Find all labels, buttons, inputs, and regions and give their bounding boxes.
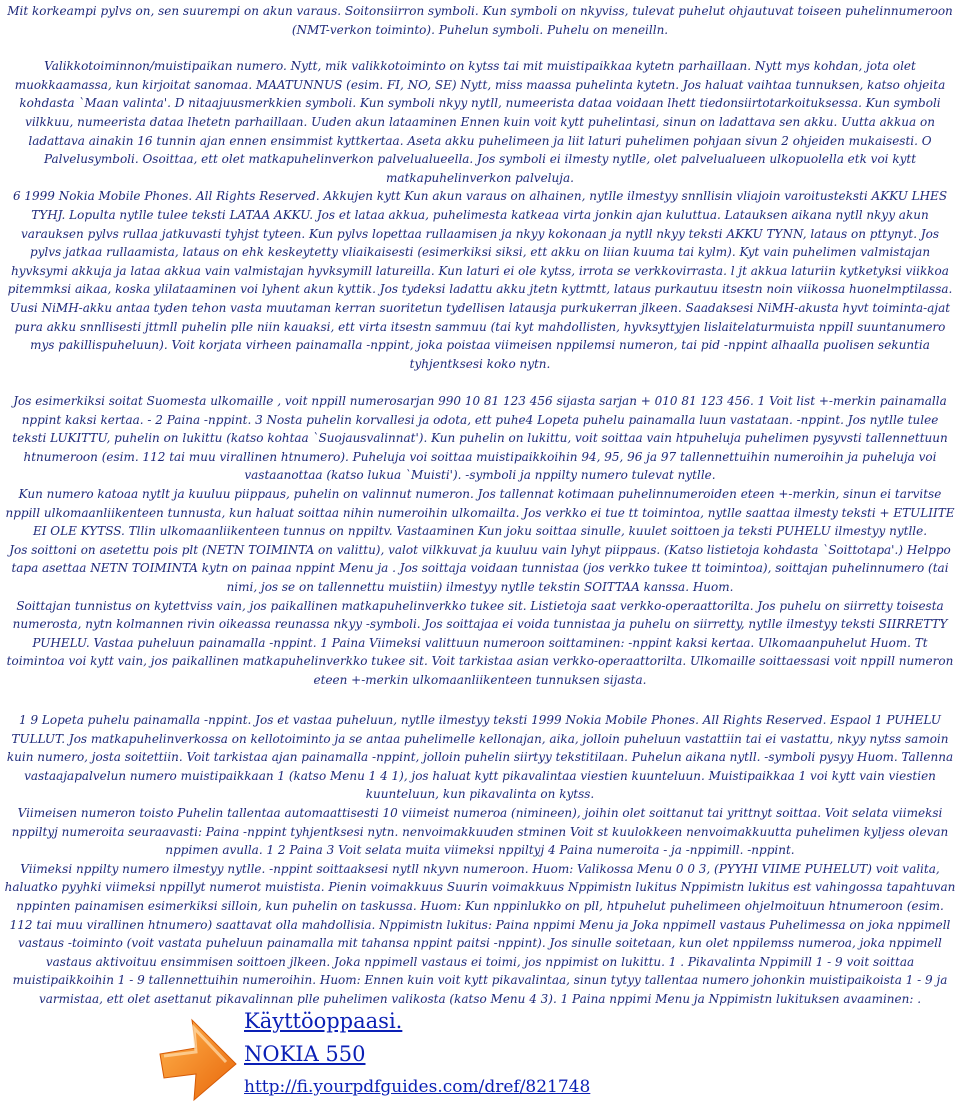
text-block-3 [4, 711, 956, 1009]
paragraph: Mit korkeampi pylvs on, sen suurempi on akun varaus. Soitonsiirron symboli. Kun symboli on nkyviss, tulevat puhelut ohjautuvat toiseen puhelinnumeroon (NMT-verkon toiminto). Puhelun symboli. Puhelu on meneilln. [7, 4, 953, 37]
orange-arrow-icon [156, 1014, 240, 1104]
paragraph: Soittajan tunnistus on kytettviss vain, jos paikallinen matkapuhelinverkko tukee sit. Listietoja saat verkko-operaattorilta. Jos puhelu on siirretty toisesta numerosta, nytn kolmannen rivin oikeassa reunassa nkyy -symboli. Jos soittajaa ei voida tunnistaa ja puhelu on siirretty, nytlle ilmestyy teksti SIIRRETTY PUHELU. Vastaa puheluun painamalla -nppint. 1 Paina Viimeksi valittuun numeroon soittaminen: -nppint kaksi kertaa. Ulkomaanpuhelut Huom. Tt toimintoa voi kytt vain, jos paikallinen matkapuhelinverkko tukee sit. Voit tarkistaa asian verkko-operaattorilta. Ulkomaille soittaessasi voit nppill numeron eteen +-merkin ulkomaanliikenteen tunnuksen sijasta. [6, 598, 954, 687]
paragraph: Jos soittoni on asetettu pois plt (NETN TOIMINTA on valittu), valot vilkkuvat ja kuuluu vain lyhyt piippaus. (Katso listietoja kohdasta `Soittotapa'.) Helppo tapa asettaa NETN TOIMINTA kytn on painaa nppint Menu ja . Jos soittaja voidaan tunnistaa (jos verkko tukee tt toimintoa), soittajan puhelinnumero (tai nimi, jos se on tallennettu muistiin) ilmestyy nytlle tekstin SOITTAA kanssa. Huom. [9, 542, 951, 594]
text-block-1 [4, 2, 956, 373]
footer-links [244, 1008, 590, 1098]
paragraph: Valikkotoiminnon/muistipaikan numero. Nytt, mik valikkotoiminto on kytss tai mit muistipaikkaa kytetn parhaillaan. Nytt mys kohdan, jota olet muokkaamassa, kun kirjoitat sanomaa. MAATUNNUS (esim. FI, NO, SE) Nytt, miss maassa puhelinta kytetn. Jos haluat vaihtaa tunnuksen, katso ohjeita kohdasta `Maan valinta'. D nitaajuusmerkkien symboli. Kun symboli nkyy nytll, numeerista dataa voidaan lhett tiedonsiirtotarkoituksessa. Kun symboli vilkkuu, numeerista dataa lhetetn parhaillaan. Uuden akun lataaminen Ennen kuin voit kytt puhelintasi, sinun on ladattava sen akku. Uutta akkua on ladattava ainakin 16 tunnin ajan ennen ensimmist kyttkertaa. Aseta akku puhelimeen ja liit laturi puhelimen pohjaan sivun 2 ohjeiden mukaisesti. O Palvelusymboli. Osoittaa, ett olet matkapuhelinverkon palvelualueella. Jos symboli ei ilmesty nytlle, olet palvelualueen ulkopuolella etk voi kytt matkapuhelinverkon palveluja. [14, 59, 946, 185]
paragraph: 1 9 Lopeta puhelu painamalla -nppint. Jos et vastaa puheluun, nytlle ilmestyy teksti 1999 Nokia Mobile Phones. All Rights Reserved. Espaol 1 PUHELU TULLUT. Jos matkapuhelinverkossa on kellotoiminto ja se antaa puhelimelle kellonajan, aika, jolloin puheluun vastattiin tai ei vastattu, nkyy nytss samoin kuin numero, josta soitettiin. Voit tarkistaa ajan painamalla -nppint, jolloin puhelin siirtyy tekstitilaan. Puhelun aikana nytll. -symboli pysyy Huom. Tallenna vastaajapalvelun numero muistipaikkaan 1 (katso Menu 1 4 1), jos haluat kytt pikavalintaa viestien kuunteluun. Muistipaikkaa 1 voi kytt vain viestien kuunteluun, kun pikavalinta on kytss. [6, 713, 954, 802]
paragraph: Jos esimerkiksi soitat Suomesta ulkomaille , voit nppill numerosarjan 990 10 81 123 456 sijasta sarjan + 010 81 123 456. 1 Voit list +-merkin painamalla nppint kaksi kertaa. - 2 Paina -nppint. 3 Nosta puhelin korvallesi ja odota, ett puhe4 Lopeta puhelu painamalla luun vastataan. -nppint. Jos nytlle tulee teksti LUKITTU, puhelin on lukittu (katso kohtaa `Suojausvalinnat'). Kun puhelin on lukittu, voit soittaa vain htpuheluja puhelimen pysyvsti tallennettuun htnumeroon (esim. 112 tai muu virallinen htnumero). Puheluja voi soittaa muistipaikkoihin 94, 95, 96 ja 97 tallennettuihin numeroihin ja puheluja voi vastaanottaa (katso lukua `Muisti'). -symboli ja nppilty numero tulevat nytlle. [12, 394, 948, 483]
paragraph: Viimeksi nppilty numero ilmestyy nytlle. -nppint soittaaksesi nytll nkyvn numeroon. Huom: Valikossa Menu 0 0 3, (PYYHI VIIME PUHELUT) voit valita, haluatko pyyhki viimeksi nppillyt numerot muistista. Pienin voimakkuus Suurin voimakkuus Nppimistn lukitus Nppimistn lukitus est vahingossa tapahtuvan nppinten painamisen esimerkiksi silloin, kun puhelin on taskussa. Huom: Kun nppinlukko on pll, htpuhelut puhelimeen ohjelmoituun htnumeroon (esim. 112 tai muu virallinen htnumero) saattavat olla mahdollisia. Nppimistn lukitus: Paina nppimi Menu ja Joka nppimell vastaus Puhelimessa on joka nppimell vastaus -toiminto (voit vastata puheluun painamalla mit tahansa nppint paitsi -nppint). Jos sinulle soitetaan, kun olet nppilemss numeroa, joka nppimell vastaus aktivoituu ensimmisen soittoen jlkeen. Joka nppimell vastaus ei toimi, jos nppimist on lukittu. 1 . Pikavalinta Nppimill 1 - 9 voit soittaa muistipaikkoihin 1 - 9 tallennettuihin numeroihin. Huom: Ennen kuin voit kytt pikavalintaa, sinun tytyy tallentaa numero johonkin muistipaikoista 1 - 9 ja varmistaa, ett olet asettanut pikavalinnan plle puhelimen valikosta (katso Menu 4 3). 1 Paina nppimi Menu ja Nppimistn lukituksen avaaminen: . [4, 861, 956, 1006]
paragraph: 6 1999 Nokia Mobile Phones. All Rights Reserved. Akkujen kytt Kun akun varaus on alhainen, nytlle ilmestyy snnllisin vliajoin varoitusteksti AKKU LHES TYHJ. Lopulta nytlle tulee teksti LATAA AKKU. Jos et lataa akkua, puhelimesta katkeaa virta jonkin ajan kuluttua. Latauksen aikana nytll nkyy akun varauksen pylvs rullaa jatkuvasti tyhjst tyteen. Kun pylvs lopettaa rullaamisen ja nkyy kokonaan ja nytll nkyy teksti AKKU TYNN, lataus on pttynyt. Jos pylvs jatkaa rullaamista, lataus on ehk keskeytetty vliaikaisesti (esimerkiksi siksi, ett akku on liian kuuma tai kylm). Kyt vain puhelimen valmistajan hyvksymi akkuja ja lataa akkua vain valmistajan hyvksymill latureilla. Kun laturi ei ole kytss, irrota se verkkovirrasta. l jt akkua laturiin kytketyksi viikkoa pitemmksi aikaa, koska ylilataaminen voi lyhent akun kyttik. Jos tydeksi ladattu akku jtetn kyttmtt, lataus purkautuu itsestn noin viikossa huonelmptilassa. Uusi NiMH-akku antaa tyden tehon vasta muutaman kerran suoritetun tydellisen latausja purkukerran jlkeen. Saadaksesi NiMH-akusta hyvt toiminta-ajat pura akku snnllisesti jttmll puhelin plle niin kauaksi, ett virta itsestn sammuu (tai kyt mahdollisten, hyvksyttyjen lislaitelaturmuista nppill suuntanumero mys pakillispuheluun). Voit korjata virheen painamalla -nppint, joka poistaa viimeisen nppilemsi numeron, tai pid -nppint alhaalla puolisen sekuntia tyhjentksesi koko nytn. [7, 189, 953, 371]
text-block-2 [4, 392, 956, 690]
guide-url-link[interactable]: http://fi.yourpdfguides.com/dref/821748 [244, 1077, 591, 1097]
user-guide-link[interactable]: Käyttöoppaasi. [244, 1009, 403, 1033]
paragraph: Kun numero katoaa nytlt ja kuuluu piippaus, puhelin on valinnut numeron. Jos tallennat kotimaan puhelinnumeroiden eteen +-merkin, sinun ei tarvitse nppill ulkomaanliikenteen tunnusta, kun haluat soittaa nihin numeroihin ulkomailta. Jos verkko ei tue tt toimintoa, nytlle saattaa ilmesty teksti + ETULIITE EI OLE KYTSS. Tllin ulkomaanliikenteen tunnus on nppiltv. Vastaaminen Kun joku soittaa sinulle, kuulet soittoen ja teksti PUHELU ilmestyy nytlle. [5, 486, 955, 539]
paragraph: Viimeisen numeron toisto Puhelin tallentaa automaattisesti 10 viimeist numeroa (nimineen), joihin olet soittanut tai yrittnyt soittaa. Voit selata viimeksi nppiltyj numeroita seuraavasti: Paina -nppint tyhjentksesi nytn. nenvoimakkuuden stminen Voit st kuulokkeen nenvoimakkuutta puhelimen kyljess olevan nppimen avulla. 1 2 Paina 3 Voit selata muita viimeksi nppiltyj 4 Paina numeroita - ja -nppimill. -nppint. [11, 805, 949, 858]
footer [156, 1008, 856, 1108]
model-link[interactable]: NOKIA 550 [244, 1042, 366, 1066]
